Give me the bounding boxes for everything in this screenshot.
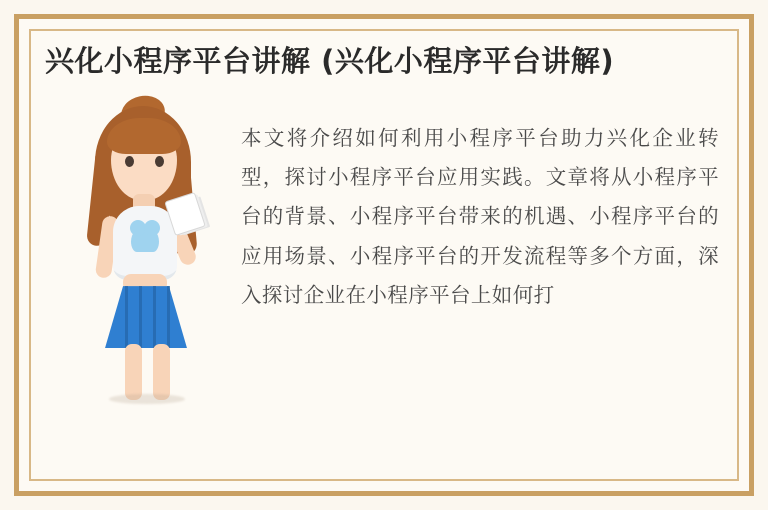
skirt-pleat-1 (125, 286, 128, 348)
page-title: 兴化小程序平台讲解 (兴化小程序平台讲解) (45, 44, 615, 78)
document-content (19, 19, 749, 491)
decorative-frame-outer (14, 14, 754, 496)
heart-icon (131, 226, 159, 252)
hair-bangs-shape (107, 118, 181, 154)
article-paragraph: 本文将介绍如何利用小程序平台助力兴化企业转型，探讨小程序平台应用实践。文章将从小程序平台的背景、小程序平台带来的机遇、小程序平台的应用场景、小程序平台的开发流程等多个方面，深入探讨企业在小程序平台上如何打 (241, 125, 719, 308)
leg-right-shape (153, 344, 170, 400)
skirt-pleat-3 (153, 286, 156, 348)
article-body-row (45, 98, 723, 398)
illustration-girl-with-cards (69, 98, 219, 398)
skirt-pleat-2 (139, 286, 142, 348)
skirt-pleat-4 (167, 286, 170, 348)
skirt-shape (105, 286, 187, 348)
leg-left-shape (125, 344, 142, 400)
ground-shadow (109, 394, 185, 404)
